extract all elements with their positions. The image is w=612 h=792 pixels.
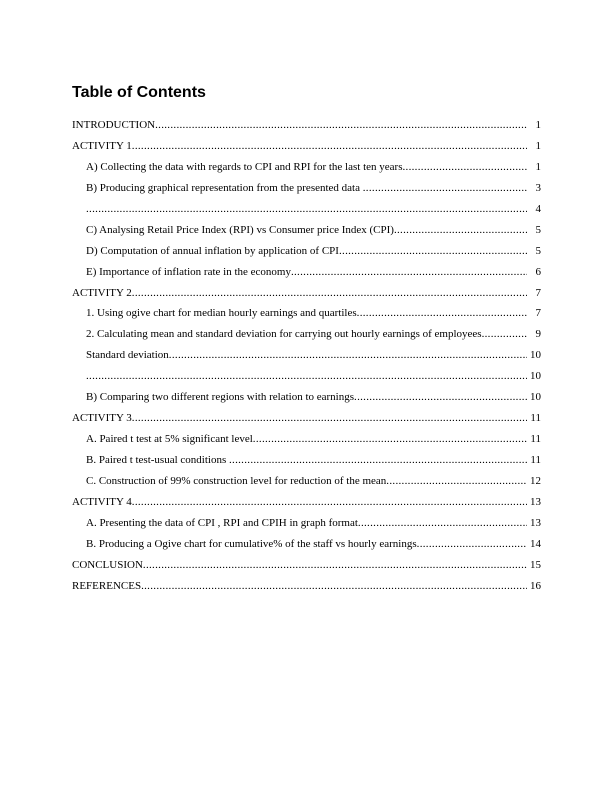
toc-entry-leader (86, 199, 527, 220)
toc-entry-leader (72, 283, 527, 304)
toc-entry[interactable] (72, 513, 541, 534)
toc-entry-leader (86, 387, 527, 408)
toc-entry-label: Standard deviation (86, 349, 169, 362)
toc-entry[interactable] (72, 450, 541, 471)
toc-entry-page-number: 13 (530, 513, 541, 534)
toc-entry-leader (72, 136, 527, 157)
toc-entry-label: B. Paired t test-usual conditions (86, 454, 229, 466)
toc-entry[interactable] (72, 366, 541, 387)
toc-entry-page-number: 10 (530, 366, 541, 387)
toc-entry-page-number: 1 (536, 157, 542, 178)
toc-entry[interactable] (72, 303, 541, 324)
toc-entry[interactable] (72, 283, 541, 304)
toc-entry-page-number: 5 (536, 241, 542, 262)
toc-entry-label: A) Collecting the data with regards to CPI and RPI for the last ten years (86, 160, 403, 173)
toc-entry-label: B) Producing graphical representation from the presented data (86, 181, 363, 194)
toc-entry[interactable] (72, 324, 541, 345)
toc-entry-leader (86, 324, 527, 345)
toc-entry-leader (86, 220, 527, 241)
toc-entry-leader (86, 429, 527, 450)
toc-entry-page-number: 15 (530, 555, 541, 576)
toc-entry-page-number: 1 (536, 136, 542, 157)
toc-entry-leader (72, 408, 527, 429)
toc-entry[interactable] (72, 115, 541, 136)
toc-entry-label: 2. Calculating mean and standard deviation for carrying out hourly earnings of employees (86, 328, 482, 341)
toc-entry[interactable] (72, 345, 541, 366)
toc-entry-label: 1. Using ogive chart for median hourly earnings and quartiles (86, 307, 357, 320)
toc-entry-label: ACTIVITY 4 (72, 495, 132, 508)
toc-entry-label: D) Computation of annual inflation by application of CPI (86, 244, 339, 257)
toc-entry-label: C. Construction of 99% construction level for reduction of the mean (86, 474, 387, 487)
toc-entry-leader (86, 157, 527, 178)
toc-entry-page-number: 13 (530, 492, 541, 513)
toc-entry-leader (86, 513, 527, 534)
toc-entry[interactable] (72, 178, 541, 199)
toc-entry-label: B) Comparing two different regions with relation to earnings (86, 391, 355, 404)
toc-title: Table of Contents (72, 84, 206, 101)
toc-entry-label: B. Producing a Ogive chart for cumulative% of the staff vs hourly earnings (86, 537, 417, 550)
toc-entry-leader (86, 450, 527, 471)
toc-entry-label: A. Paired t test at 5% significant level (86, 433, 253, 446)
toc-entry[interactable] (72, 408, 541, 429)
toc-entry-leader (86, 366, 527, 387)
toc-entry-leader (72, 115, 527, 136)
toc-entry-page-number: 1 (536, 115, 542, 136)
toc-entry-leader (72, 492, 527, 513)
toc-entry[interactable] (72, 387, 541, 408)
toc-entry[interactable] (72, 471, 541, 492)
toc-entry-leader (86, 262, 527, 283)
toc-entry-page-number: 5 (536, 220, 542, 241)
toc-entry-page-number: 3 (536, 178, 542, 199)
toc-entry-page-number: 16 (530, 576, 541, 597)
toc-entry-page-number: 11 (530, 408, 541, 429)
toc-entry-page-number: 7 (536, 283, 542, 304)
toc-entry-page-number: 6 (536, 262, 542, 283)
toc-entry-leader (86, 303, 527, 324)
toc-entry[interactable] (72, 555, 541, 576)
toc-entry-page-number: 10 (530, 345, 541, 366)
toc-entry-page-number: 7 (536, 303, 542, 324)
toc-entry-page-number: 12 (530, 471, 541, 492)
toc-entry-page-number: 14 (530, 534, 541, 555)
toc-entry-label: ACTIVITY 1 (72, 139, 132, 152)
toc-entry-page-number: 11 (530, 429, 541, 450)
toc-entry-leader (86, 178, 527, 199)
toc-entry-leader (86, 345, 527, 366)
toc-entry-leader (72, 555, 527, 576)
toc-entry-page-number: 11 (530, 450, 541, 471)
toc-entry-label: A. Presenting the data of CPI , RPI and CPIH in graph format (86, 516, 358, 529)
toc-entry[interactable] (72, 157, 541, 178)
toc-entry-page-number: 4 (536, 199, 542, 220)
toc-entry-leader (86, 241, 527, 262)
toc-entry[interactable] (72, 492, 541, 513)
toc-entry[interactable] (72, 534, 541, 555)
toc-entry-label: ACTIVITY 3 (72, 412, 132, 425)
toc-entry[interactable] (72, 136, 541, 157)
toc-entry[interactable] (72, 262, 541, 283)
toc-entry[interactable] (72, 220, 541, 241)
toc-entry-page-number: 10 (530, 387, 541, 408)
toc-entry-leader (86, 471, 527, 492)
toc-entry[interactable] (72, 241, 541, 262)
toc-entry-label: ACTIVITY 2 (72, 286, 132, 299)
toc-entry-label: C) Analysing Retail Price Index (RPI) vs Consumer price Index (CPI) (86, 223, 394, 236)
toc-entry-page-number: 9 (536, 324, 542, 345)
toc-entry-leader (72, 576, 527, 597)
toc-entry[interactable] (72, 576, 541, 597)
toc-entry[interactable] (72, 199, 541, 220)
toc-entry-label: REFERENCES (72, 579, 142, 592)
toc-entry-label: CONCLUSION (72, 558, 143, 571)
toc-entry-leader (86, 534, 527, 555)
toc-entry-label: E) Importance of inflation rate in the economy (86, 265, 291, 278)
toc-entry[interactable] (72, 429, 541, 450)
toc-entry-label: INTRODUCTION (72, 119, 156, 131)
toc-list (72, 115, 541, 597)
